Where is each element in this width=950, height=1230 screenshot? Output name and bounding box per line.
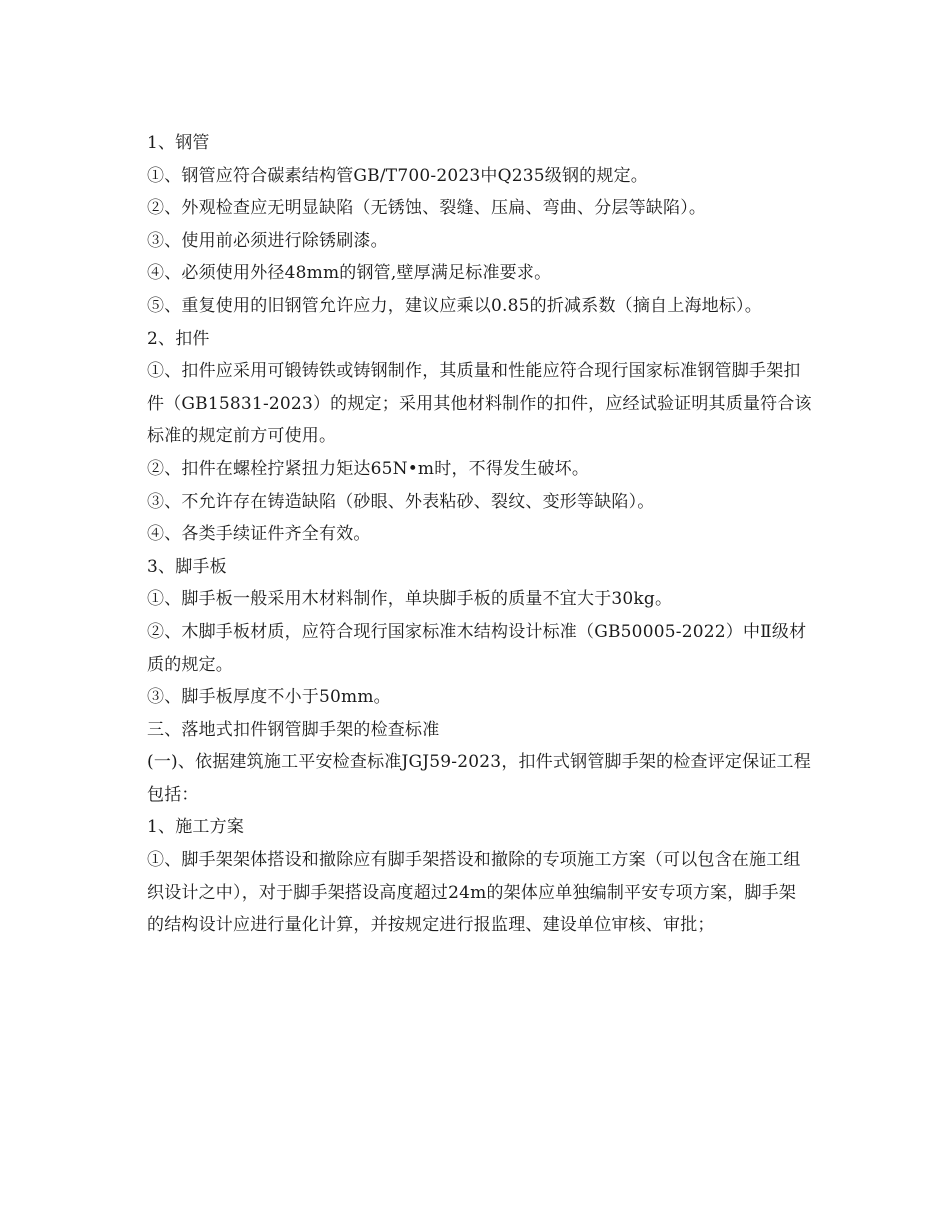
heading-fastener: 2、扣件 — [147, 328, 210, 349]
steel-pipe-item-1: ①、钢管应符合碳素结构管GB/T700-2023中Q235级钢的规定。 — [147, 165, 648, 186]
document-body — [147, 127, 812, 942]
section-heading-inspection-standard: 三、落地式扣件钢管脚手架的检查标准 — [147, 719, 440, 740]
scaffold-board-item-3: ③、脚手板厚度不小于50mm。 — [147, 687, 391, 708]
steel-pipe-item-2: ②、外观检查应无明显缺陷（无锈蚀、裂缝、压扁、弯曲、分层等缺陷）。 — [147, 198, 707, 219]
fastener-item-2: ②、扣件在螺栓拧紧扭力矩达65N•m时，不得发生破坏。 — [147, 458, 590, 479]
subsection-inspection-basis: (一)、依据建筑施工平安检查标准JGJ59-2023，扣件式钢管脚手架的检查评定保证工程包括： — [147, 752, 811, 805]
fastener-item-4: ④、各类手续证件齐全有效。 — [147, 524, 371, 545]
steel-pipe-item-4: ④、必须使用外径48mm的钢管,壁厚满足标准要求。 — [147, 263, 552, 284]
heading-steel-pipe: 1、钢管 — [147, 133, 210, 153]
scaffold-board-item-2: ②、木脚手板材质，应符合现行国家标准木结构设计标准（GB50005-2022）中Ⅱ级材质的规定。 — [147, 621, 807, 675]
fastener-item-1: ①、扣件应采用可锻铸铁或铸钢制作，其质量和性能应符合现行国家标准钢管脚手架扣件（GB15831-2023）的规定；采用其他材料制作的扣件，应经试验证明其质量符合该标准的规定前方可使用。 — [147, 361, 812, 447]
steel-pipe-item-5: ⑤、重复使用的旧钢管允许应力，建议应乘以0.85的折减系数（摘自上海地标）。 — [147, 295, 762, 316]
construction-plan-item-1: ①、脚手架架体搭设和撤除应有脚手架搭设和撤除的专项施工方案（可以包含在施工组织设计之中），对于脚手架搭设高度超过24m的架体应单独编制平安专项方案，脚手架的结构设计应进行量化计算，并按规定进行报监理、建设单位审核、审批； — [147, 850, 801, 936]
heading-scaffold-board: 3、脚手板 — [147, 556, 227, 577]
fastener-item-3: ③、不允许存在铸造缺陷（砂眼、外表粘砂、裂纹、变形等缺陷）。 — [147, 491, 655, 512]
steel-pipe-item-3: ③、使用前必须进行除锈刷漆。 — [147, 230, 388, 251]
heading-construction-plan: 1、施工方案 — [147, 817, 245, 838]
scaffold-board-item-1: ①、脚手板一般采用木材料制作，单块脚手板的质量不宜大于30kg。 — [147, 589, 673, 610]
